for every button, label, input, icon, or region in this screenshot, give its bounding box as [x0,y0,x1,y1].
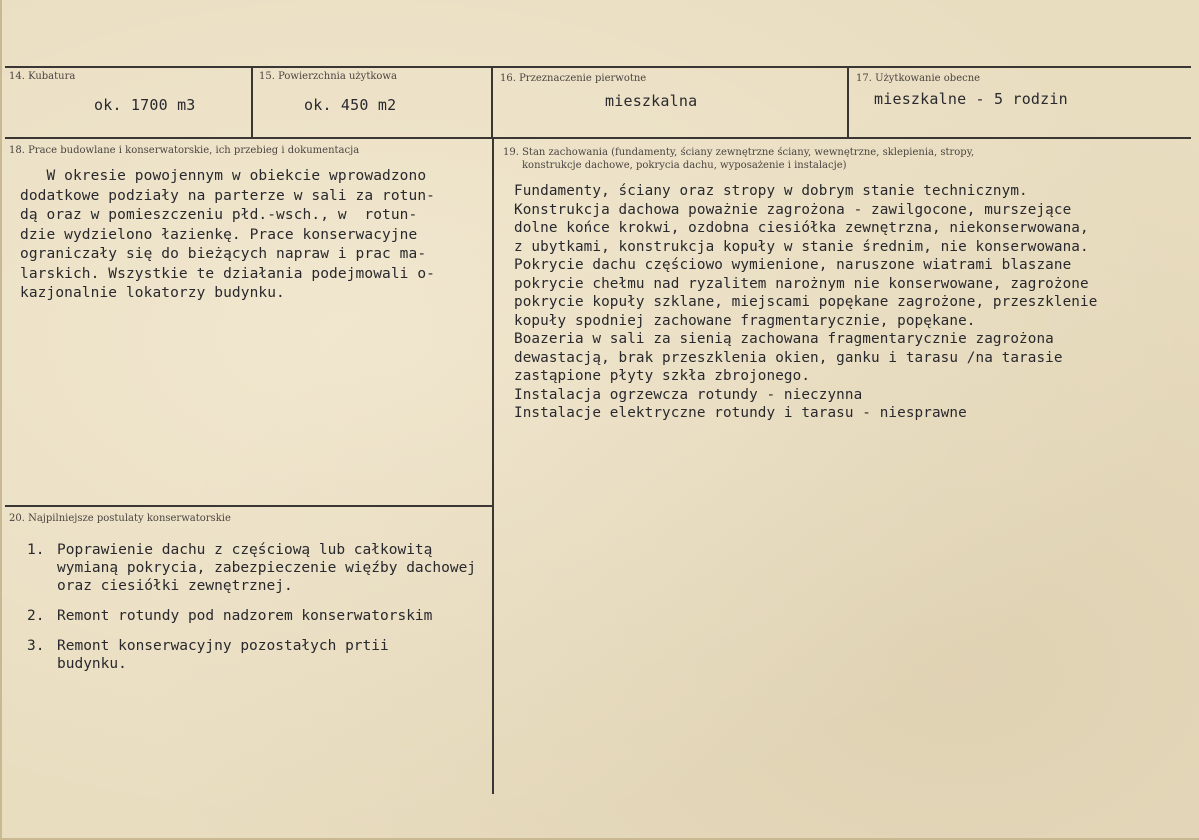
uzytkowanie-value: mieszkalne - 5 rodzin [874,90,1068,108]
divider-14-15 [251,67,253,138]
stan-text: Fundamenty, ściany oraz stropy w dobrym stanie technicznym. Konstrukcja dachowa poważnie zagrożona - zawilgocone, murszejące dolne końce krokwi, ozdobna ciesiółka zewnętrzna, niekonserwowana, z ubytkami, konstrukcja kopuły w stanie średnim, nie konserwowana. Pokrycie dachu częściowo wymienione, naruszone wiatrami blaszane pokrycie chełmu nad ryzalitem narożnym nie konserwowane, zagrożone pokrycie kopuły szklane, miejscami popękane zagrożone, przeszklenie kopuły spodniej zachowane fragmentarycznie, popękane. Boazeria w sali za sienią zachowana fragmentarycznie zagrożona dewastacją, brak przeszklenia okien, ganku i tarasu /na tarasie zastąpione płyty szkła zbrojonego. Instalacja ogrzewcza rotundy - nieczynna Instalacje elektryczne rotundy i tarasu - niesprawne [514,183,1098,421]
stan-label-line2: konstrukcje dachowe, pokrycia dachu, wyposażenie i instalacje) [522,160,847,171]
divider-15-16 [491,67,493,138]
postulat-text: Remont konserwacyjny pozostałych prtii budynku. [57,638,389,672]
uzytkowanie-label: 17. Użytkowanie obecne [856,73,981,84]
postulaty-list [27,541,476,685]
kubatura-value: ok. 1700 m3 [94,96,196,114]
divider-16-17 [847,67,849,138]
prace-text: W okresie powojennym w obiekcie wprowadzono dodatkowe podziały na parterze w sali za rotun- dą oraz w pomieszczeniu płd.-wsch., w rotun- dzie wydzielono łazienkę. Prace konserwacyjne ograniczały się do bieżących napraw i prac ma- larskich. Wszystkie te działania podejmowali o- kazjonalnie lokatorzy budynku. [20,168,435,301]
section-18-bottom-rule [5,505,493,507]
powierzchnia-label: 15. Powierzchnia użytkowa [259,71,397,82]
main-column-divider [492,138,494,794]
przeznaczenie-value: mieszkalna [605,92,698,110]
postulat-text: Remont rotundy pod nadzorem konserwatorskim [57,608,433,624]
postulat-item [27,607,476,625]
top-rule [5,66,1191,68]
postulat-number: 1. [27,542,45,558]
powierzchnia-value: ok. 450 m2 [304,96,397,114]
przeznaczenie-label: 16. Przeznaczenie pierwotne [500,73,647,84]
postulat-item [27,541,476,595]
header-row-bottom-rule [5,137,1191,139]
postulaty-label: 20. Najpilniejsze postulaty konserwatorskie [9,513,231,524]
prace-label: 18. Prace budowlane i konserwatorskie, ich przebieg i dokumentacja [9,145,360,156]
postulat-item [27,637,476,673]
postulat-text: Poprawienie dachu z częściową lub całkowitą wymianą pokrycia, zabezpieczenie więźby dachowej oraz ciesiółki zewnętrznej. [57,542,477,594]
postulat-number: 2. [27,608,45,624]
postulat-number: 3. [27,638,45,654]
stan-label-line1: 19. Stan zachowania (fundamenty, ściany zewnętrzne ściany, wewnętrzne, sklepienia, stropy, [503,147,975,158]
kubatura-label: 14. Kubatura [9,71,76,82]
